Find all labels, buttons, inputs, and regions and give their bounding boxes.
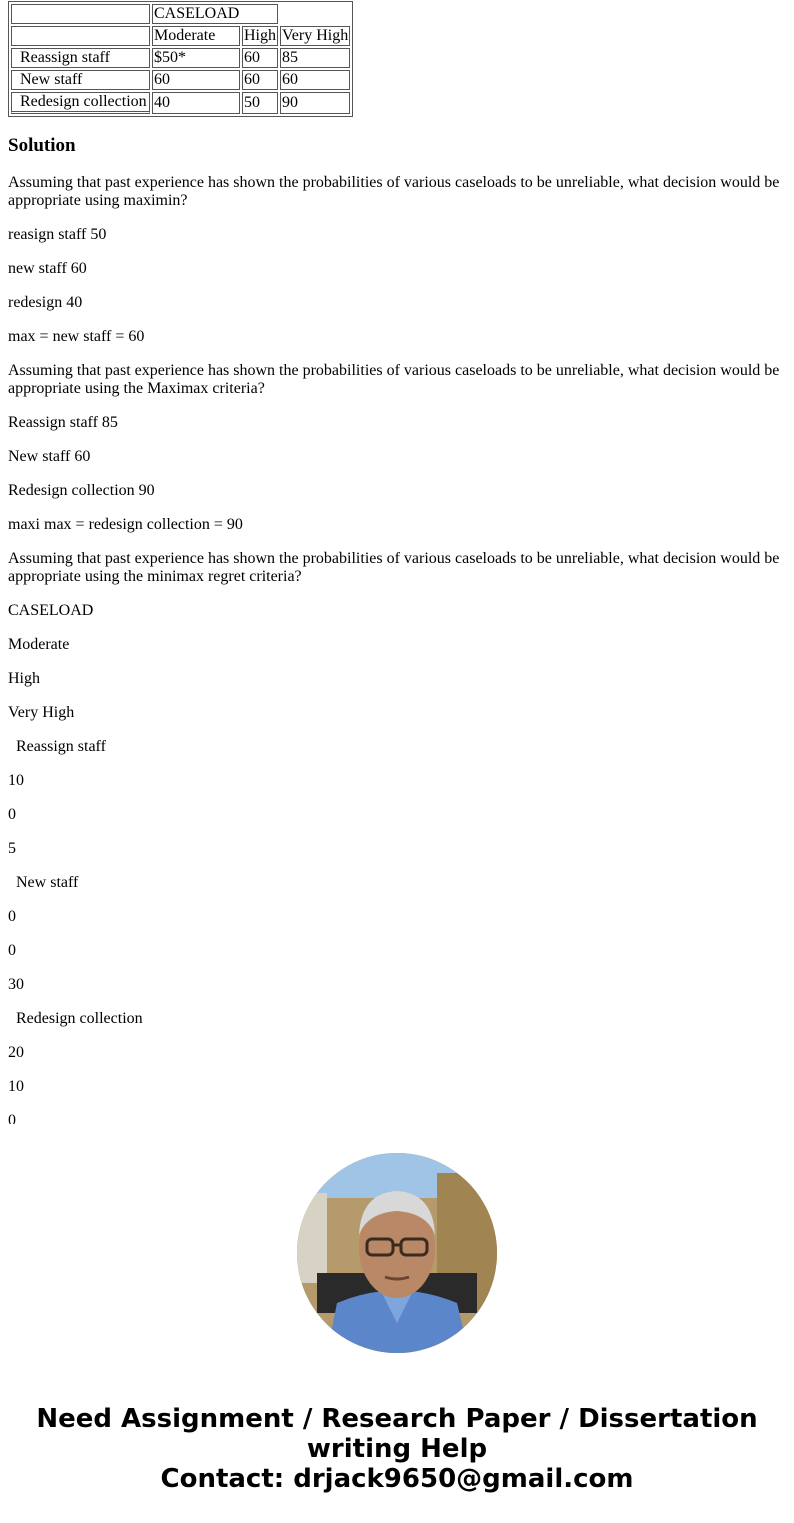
answer-line: redesign 40 (8, 294, 83, 311)
regret-value: 0 (8, 806, 16, 823)
table-cell: 50 (242, 92, 278, 114)
table-row (11, 26, 350, 46)
question-minimax-regret: Assuming that past experience has shown the probabilities of various caseloads to be unreliable, what decision would be appropriate using the minimax regret criteria? (8, 550, 780, 585)
table-row (11, 48, 350, 68)
document-content (8, 0, 786, 1124)
table-row (11, 92, 350, 114)
regret-value: 5 (8, 840, 16, 857)
row-label: New staff (11, 70, 150, 90)
promo-section (0, 1124, 794, 1523)
table-cell: $50* (152, 48, 240, 68)
regret-value: 0 (8, 908, 16, 925)
answer-line: max = new staff = 60 (8, 328, 145, 345)
table-cell: 60 (280, 70, 350, 90)
promo-message (0, 1404, 794, 1494)
answer-line: New staff 60 (8, 448, 91, 465)
regret-header: CASELOAD (8, 602, 94, 619)
table-cell (11, 26, 150, 46)
table-header-caseload: CASELOAD (152, 4, 278, 24)
answer-line: reasign staff 50 (8, 226, 107, 243)
promo-contact: Contact: drjack9650@gmail.com (160, 1464, 634, 1494)
table-cell (11, 4, 150, 24)
table-row (11, 70, 350, 90)
regret-header: Moderate (8, 636, 70, 653)
regret-value: 10 (8, 772, 24, 789)
regret-value: 0 (8, 1112, 16, 1124)
regret-value: 0 (8, 942, 16, 959)
regret-header: Very High (8, 704, 75, 721)
regret-value: 30 (8, 976, 24, 993)
author-portrait-icon (297, 1153, 497, 1353)
regret-value: 10 (8, 1078, 24, 1095)
solution-heading: Solution (8, 135, 76, 156)
promo-line: Need Assignment / Research Paper / Dissertation (36, 1404, 758, 1434)
author-avatar (297, 1153, 497, 1353)
row-label: Redesign collection (11, 92, 150, 114)
table-cell: 90 (280, 92, 350, 114)
regret-row-label: Reassign staff (16, 738, 106, 755)
table-cell: 85 (280, 48, 350, 68)
table-cell: 60 (242, 70, 278, 90)
regret-header: High (8, 670, 40, 687)
question-maximax: Assuming that past experience has shown the probabilities of various caseloads to be unreliable, what decision would be appropriate using the Maximax criteria? (8, 362, 780, 397)
table-cell: 60 (242, 48, 278, 68)
question-maximin: Assuming that past experience has shown the probabilities of various caseloads to be unreliable, what decision would be appropriate using maximin? (8, 174, 780, 209)
answer-line: maxi max = redesign collection = 90 (8, 516, 243, 533)
regret-value: 20 (8, 1044, 24, 1061)
answer-line: Reassign staff 85 (8, 414, 118, 431)
regret-row-label: New staff (16, 874, 79, 891)
caseload-table (8, 1, 353, 117)
row-label: Reassign staff (11, 48, 150, 68)
promo-line: writing Help (306, 1434, 488, 1464)
column-header-very-high: Very High (282, 27, 349, 44)
column-header-moderate: Moderate (152, 26, 240, 46)
answer-line: new staff 60 (8, 260, 87, 277)
table-cell: 60 (152, 70, 240, 90)
table-cell: 40 (152, 92, 240, 114)
regret-row-label: Redesign collection (16, 1010, 143, 1027)
table-row (11, 4, 350, 24)
column-header-high: High (244, 27, 276, 44)
answer-line: Redesign collection 90 (8, 482, 155, 499)
